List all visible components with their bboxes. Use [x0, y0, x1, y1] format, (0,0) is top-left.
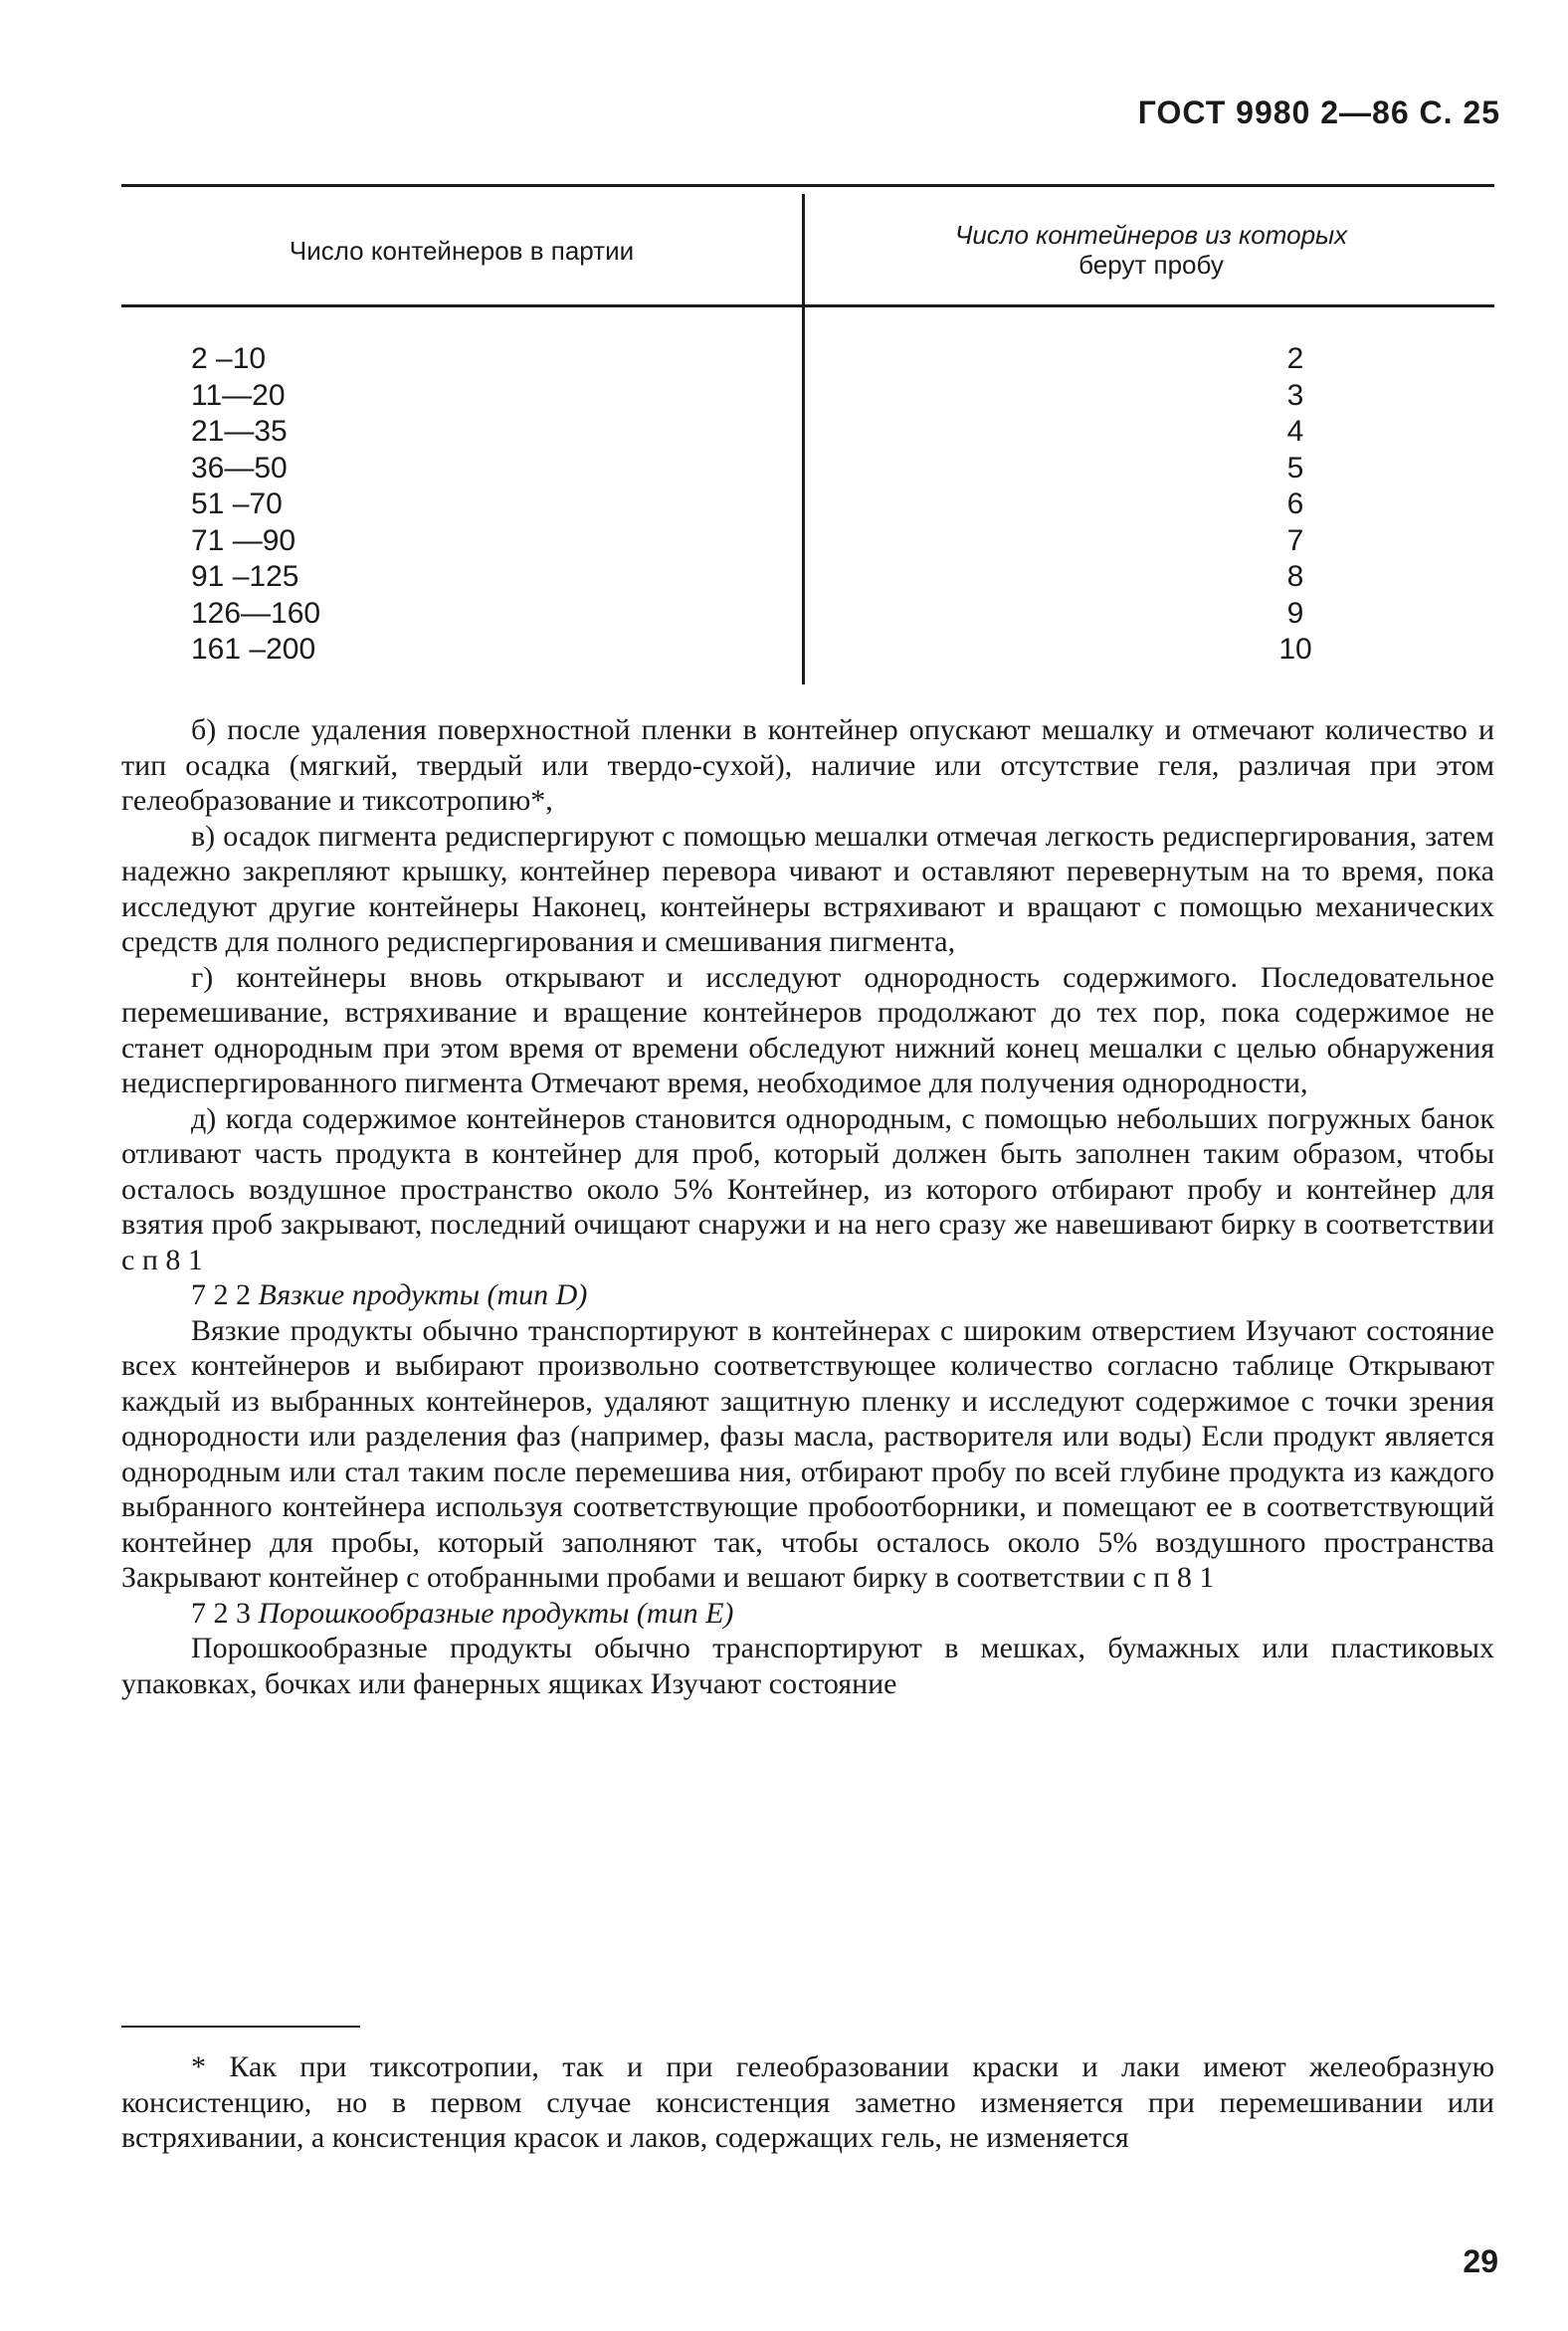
- section-title-722: Вязкие продукты (тип D): [258, 1278, 588, 1311]
- paragraph-powder: Порошкообразные продукты обычно транспортируют в мешках, бумажных или пластиковых упаковках, бочках или фанерных ящиках Изучают состояние: [121, 1632, 1494, 1700]
- section-number-722: 7 2 2: [191, 1278, 251, 1311]
- table-cell-sample: 5: [1286, 451, 1304, 485]
- table-cell-batch: 161 –200: [191, 633, 316, 666]
- table-cell-sample: 9: [1286, 596, 1304, 630]
- col-header-sample-line2: берут пробу: [1078, 250, 1224, 280]
- table-cell-sample: 6: [1286, 487, 1304, 520]
- table-cell-batch: 21—35: [191, 415, 288, 448]
- paragraph-g: г) контейнеры вновь открывают и исследуют однородность содержимого. Последовательное перемешивание, встряхивание и вращение контейнеров продолжают до тех пор, пока содержимое не станет однородным при этом время от времени обследуют нижний конец мешалки с целью обнаружения недиспергированного пигмента Отмечают время, необходимое для получения однородности,: [121, 960, 1494, 1099]
- page-number: 29: [1463, 2243, 1498, 2279]
- col-header-sample: [808, 220, 1494, 280]
- table-cell-batch: 51 –70: [191, 487, 283, 520]
- table-cell-batch: 36—50: [191, 451, 288, 485]
- table-cell-batch: 91 –125: [191, 560, 299, 593]
- paragraph-d: д) когда содержимое контейнеров становится однородным, с помощью небольших погружных банок отливают часть продукта в контейнер для проб, который должен быть заполнен таким образом, чтобы осталось воздушное пространство около 5% Контейнер, из которого отбирают пробу и контейнер для взятия проб закрывают, последний очищают снаружи и на него сразу же навешивают бирку в соответствии с п 8 1: [121, 1101, 1494, 1276]
- table-cell-sample: 7: [1286, 523, 1304, 557]
- section-heading-723: [121, 1596, 1494, 1632]
- table-cell-sample: 4: [1286, 415, 1304, 448]
- body-text: [121, 712, 1494, 1701]
- col-header-sample-line1: Число контейнеров из которых: [954, 220, 1348, 250]
- sample-column: [1275, 341, 1315, 669]
- table-cell-batch: 71 —90: [191, 523, 296, 557]
- table-cell-sample: 2: [1286, 342, 1304, 375]
- col-header-batch: Число контейнеров в партии: [289, 236, 635, 266]
- paragraph-b: б) после удаления поверхностной пленки в контейнер опускают мешалку и отмечают количество и тип осадка (мягкий, твердый или твердо-сухой), наличие или отсутствие геля, различая при этом гелеобразование и тиксотропию*,: [121, 713, 1494, 817]
- batch-column: [191, 341, 320, 669]
- table-cell-sample: 8: [1286, 560, 1304, 593]
- page-header: ГОСТ 9980 2—86 С. 25: [1137, 95, 1500, 130]
- section-number-723: 7 2 3: [191, 1596, 251, 1630]
- table-cell-sample: 10: [1278, 633, 1312, 666]
- table-cell-sample: 3: [1286, 378, 1304, 412]
- table-cell-batch: 126—160: [191, 596, 321, 630]
- paragraph-viscous: Вязкие продукты обычно транспортируют в контейнерах с широким отверстием Изучают состояние всех контейнеров и выбирают произвольно соответствующее количество согласно таблице Открывают каждый из выбранных контейнеров, удаляют защитную пленку и исследуют содержимое с точки зрения однородности или разделения фаз (например, фазы масла, растворителя или воды) Если продукт является однородным или стал таким после перемешива ния, отбирают пробу по всей глубине продукта из каждого выбранного контейнера используя соответствующие пробоотборники, и помещают ее в соответствующий контейнер для пробы, который заполняют так, чтобы осталось около 5% воздушного пространства Закрывают контейнер с отобранными пробами и вешают бирку в соответствии с п 8 1: [121, 1313, 1494, 1594]
- section-heading-722: [121, 1277, 1494, 1313]
- section-title-723: Порошкообразные продукты (тип E): [258, 1596, 734, 1630]
- table-column-divider: [802, 194, 805, 684]
- table-header-rule: [121, 304, 1494, 307]
- table-cell-batch: 11—20: [191, 378, 286, 412]
- table-cell-batch: 2 –10: [191, 342, 267, 375]
- footnote: * Как при тиксотропии, так и при гелеобразовании краски и лаки имеют желеобразную консистенцию, но в первом случае консистенция заметно изменяется при перемешивании или встряхивании, а консистенция красок и лаков, содержащих гель, не изменяется: [121, 2050, 1494, 2154]
- paragraph-v: в) осадок пигмента редиспергируют с помощью мешалки отмечая легкость редиспергирования, затем надежно закрепляют крышку, контейнер перевора чивают и оставляют перевернутым на то время, пока исследуют другие контейнеры Наконец, контейнеры встряхивают и вращают с помощью механических средств для полного редиспергирования и смешивания пигмента,: [121, 819, 1494, 958]
- table-top-rule: [121, 184, 1494, 187]
- footnote-rule: [121, 2026, 360, 2028]
